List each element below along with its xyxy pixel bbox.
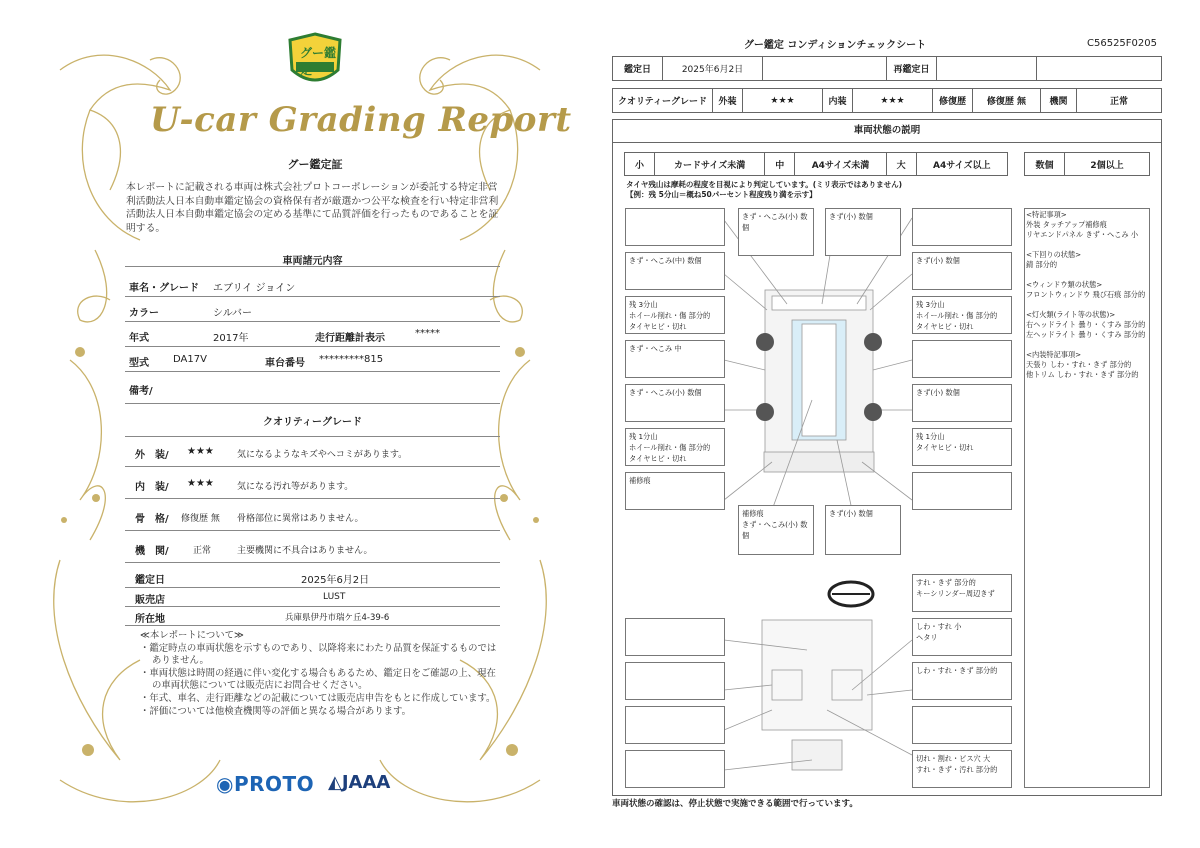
interior-box: しわ・すれ・きず 部分的 <box>912 662 1012 700</box>
comment-box: 補修痕 きず・へこみ(小) 数個 <box>738 505 814 555</box>
frame-text: 骨格部位に異常はありません。 <box>237 514 364 524</box>
interior-box: 切れ・割れ・ビス穴 大 すれ・きず・汚れ 部分的 <box>912 750 1012 788</box>
comment-box <box>912 208 1012 246</box>
year-label: 年式 <box>129 333 149 344</box>
engine-value: 正常 <box>193 546 212 556</box>
remarks-row <box>125 374 500 404</box>
report-notes <box>140 630 500 718</box>
exterior-row <box>125 437 500 467</box>
legend-small-desc: カードサイズ未満 <box>655 153 765 176</box>
comment-box: きず・へこみ(小) 数個 <box>625 384 725 422</box>
jaaa-logo: ◭JAAA <box>328 772 391 793</box>
color-value: シルバー <box>213 308 253 319</box>
notes-title: ≪本レポートについて≫ <box>140 630 244 641</box>
ext-label: 外装 <box>713 89 743 113</box>
name-value: エブリイ ジョイン <box>213 283 296 294</box>
tyre-box: 残 3分山 ホイール削れ・傷 部分的 タイヤヒビ・切れ <box>625 296 725 334</box>
count-label: 数個 <box>1025 153 1065 176</box>
interior-box <box>625 662 725 700</box>
interior-box <box>625 750 725 788</box>
size-legend <box>624 152 1008 176</box>
color-label: カラー <box>129 308 159 319</box>
quality-heading: クオリティーグレード <box>263 417 362 428</box>
comment-box: きず・へこみ 中 <box>625 340 725 378</box>
tyre-box: 残 3分山 ホイール削れ・傷 部分的 タイヤヒビ・切れ <box>912 296 1012 334</box>
count-legend <box>1024 152 1150 176</box>
engine-row <box>125 533 500 563</box>
exterior-label: 外 装/ <box>135 450 169 461</box>
comment-box: きず(小) 数個 <box>912 252 1012 290</box>
date-value: 2025年6月2日 <box>663 57 763 81</box>
report-title: U-car Grading Report <box>150 100 572 140</box>
repair-value: 修復歴 無 <box>973 89 1041 113</box>
name-label: 車名・グレード <box>129 283 199 294</box>
date-table <box>612 56 1162 81</box>
tyre-box: 残 1分山 ホイール削れ・傷 部分的 タイヤヒビ・切れ <box>625 428 725 466</box>
report-subtitle: グー鑑定証 <box>287 158 343 171</box>
model-value: DA17V <box>173 354 207 365</box>
interior-label: 内 装/ <box>135 482 169 493</box>
legend-small: 小 <box>625 153 655 176</box>
special-remarks: <特記事項> 外装 タッチアップ補修痕 リヤエンドパネル きず・へこみ 小 <下回りの状態> 錆 部分的 <ウィンドウ類の状態> フロントウィンドウ 飛び石痕 部分的 <灯火類(ライト等の状態)> 右ヘッドライト 曇り・くすみ 部分的 左ヘッドライト 曇り・くすみ 部分的 <内装特記事項> 天張り しわ・すれ・きず 部分的 他トリム しわ・すれ・きず 部分的 <box>1026 210 1146 379</box>
comment-box <box>912 472 1012 510</box>
sheet-title: グー鑑定 コンディションチェックシート <box>743 40 927 51</box>
steering-box: すれ・きず 部分的 キーシリンダー周辺きず <box>912 574 1012 612</box>
int-stars: ★★★ <box>853 89 933 113</box>
legend-medium-desc: A4サイズ未満 <box>795 153 886 176</box>
sheet-code: C56525F0205 <box>1087 38 1157 49</box>
interior-box: しわ・すれ 小 ヘタリ <box>912 618 1012 656</box>
date-label: 鑑定日 <box>135 575 165 586</box>
engine-value: 正常 <box>1077 89 1162 113</box>
comment-box: きず(小) 数個 <box>912 384 1012 422</box>
int-label: 内装 <box>823 89 853 113</box>
note-item: ・鑑定時点の車両状態を示すものであり、以降将来にわたり品質を保証するものではありません。 <box>140 642 497 667</box>
engine-text: 主要機関に不具合はありません。 <box>237 546 373 556</box>
frame-value: 修復歴 無 <box>181 514 220 524</box>
grade-table <box>612 88 1162 113</box>
jaaa-text: JAAA <box>341 772 391 793</box>
tyre-box: 残 1分山 タイヤヒビ・切れ <box>912 428 1012 466</box>
engine-label: 機 関/ <box>135 546 169 557</box>
shop-row <box>125 589 500 607</box>
exterior-text: 気になるようなキズやヘコミがあります。 <box>237 450 408 460</box>
year-value: 2017年 <box>213 333 249 344</box>
note-item: ・年式、車名、走行距離などの記載については販売店申告をもとに作成しています。 <box>140 692 496 704</box>
chassis-label: 車台番号 <box>265 358 305 369</box>
color-row <box>125 299 500 322</box>
blank-cell <box>763 57 887 81</box>
tyre-note-1: タイヤ残山は摩耗の程度を目視により判定しています。(ミリ表示ではありません) <box>626 180 903 189</box>
date-value: 2025年6月2日 <box>301 575 370 586</box>
model-label: 型式 <box>129 358 149 369</box>
interior-stars: ★★★ <box>187 478 214 489</box>
proto-logo: ◉PROTO <box>216 772 315 796</box>
goo-kantei-logo <box>288 32 342 92</box>
blank-cell <box>1037 57 1162 81</box>
mileage-label: 走行距離計表示 <box>315 333 385 344</box>
comment-box: きず(小) 数個 <box>825 208 901 256</box>
address-label: 所在地 <box>135 614 165 625</box>
interior-box <box>625 706 725 744</box>
tyre-note <box>626 180 926 200</box>
date-row <box>125 566 500 588</box>
proto-text: PROTO <box>233 772 315 796</box>
frame-label: 骨 格/ <box>135 514 169 525</box>
address-row <box>125 608 500 626</box>
comment-box: きず・へこみ(小) 数個 <box>738 208 814 256</box>
comment-box: 補修痕 <box>625 472 725 510</box>
tyre-note-2: 【例：残 5分山＝概ね50パーセント程度残り満を示す】 <box>626 190 817 199</box>
shop-value: LUST <box>323 592 346 602</box>
divider <box>125 427 500 437</box>
legend-medium: 中 <box>765 153 795 176</box>
comment-box <box>625 208 725 246</box>
comment-box: きず・へこみ(中) 数個 <box>625 252 725 290</box>
grade-label: クオリティーグレード <box>613 89 713 113</box>
divider <box>125 266 500 267</box>
state-heading: 車両状態の説明 <box>612 119 1162 143</box>
year-row <box>125 324 500 347</box>
logo-text: グー鑑定 <box>300 46 337 77</box>
name-row <box>125 274 500 297</box>
note-item: ・評価については他検査機関等の評価と異なる場合があります。 <box>140 705 411 717</box>
ext-stars: ★★★ <box>743 89 823 113</box>
redate-value <box>937 57 1037 81</box>
interior-text: 気になる汚れ等があります。 <box>237 482 354 492</box>
repair-label: 修復歴 <box>933 89 973 113</box>
comment-box: きず(小) 数個 <box>825 505 901 555</box>
frame-row <box>125 501 500 531</box>
mileage-value: ***** <box>415 328 440 339</box>
legend-large-desc: A4サイズ以上 <box>916 153 1007 176</box>
sheet-footer: 車両状態の確認は、停止状態で実施できる範囲で行っています。 <box>612 799 858 809</box>
engine-label: 機関 <box>1041 89 1077 113</box>
exterior-stars: ★★★ <box>187 446 214 457</box>
spec-heading: 車両諸元内容 <box>282 256 343 267</box>
remarks-label: 備考/ <box>129 386 153 397</box>
model-row <box>125 349 500 372</box>
count-value: 2個以上 <box>1065 153 1150 176</box>
interior-row <box>125 469 500 499</box>
chassis-value: *********815 <box>319 354 384 365</box>
interior-box <box>912 706 1012 744</box>
certificate-intro: 本レポートに記載される車両は株式会社プロトコーポレーションが委託する特定非営利活動法人日本自動車鑑定協会の資格保有者が厳選かつ公平な検査を行い特定非営利活動法人日本自動車鑑定協会の定める基準にて品質評価を行ったものであることを証明する。 <box>126 182 499 234</box>
shop-label: 販売店 <box>135 595 165 606</box>
date-label: 鑑定日 <box>613 57 663 81</box>
note-item: ・車両状態は時間の経過に伴い変化する場合もあるため、鑑定日をご確認の上、現在の車両状態については販売店にお問合せください。 <box>140 667 496 692</box>
interior-box <box>625 618 725 656</box>
comment-box <box>912 340 1012 378</box>
redate-label: 再鑑定日 <box>887 57 937 81</box>
legend-large: 大 <box>886 153 916 176</box>
address-value: 兵庫県伊丹市瑞ケ丘4-39-6 <box>285 613 390 623</box>
